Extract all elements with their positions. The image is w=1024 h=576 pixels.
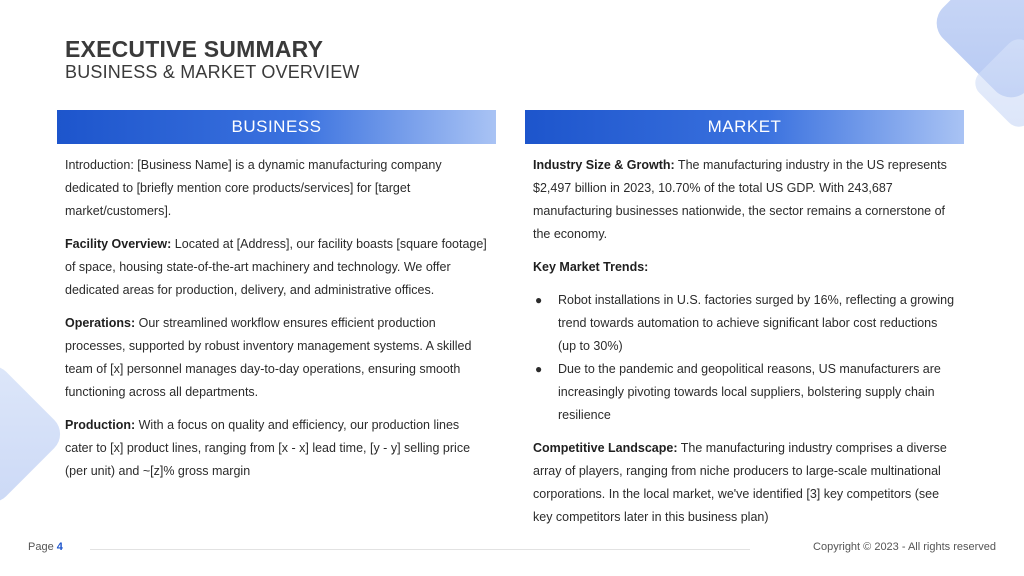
production-section [65,414,488,483]
page-number [28,541,63,553]
bullet-icon: ● [535,293,543,307]
list-item [533,289,956,358]
trend-text: Due to the pandemic and geopolitical reasons, US manufacturers are increasingly pivoting towards local suppliers, bolstering supply chain resilience [558,362,941,422]
production-label: Production: [65,418,136,432]
market-column [525,110,964,539]
footer-divider [90,549,750,550]
trends-list [533,289,956,427]
facility-text: Located at [Address], our facility boasts [square footage] of space, housing state-of-the-art machinery and technology. We offer dedicated areas for production, delivery, and administrative offices. [65,237,487,297]
operations-text: Our streamlined workflow ensures efficient production processes, supported by robust inventory management systems. A skilled team of [x] personnel manages day-to-day operations, ensuring smooth functioning across all departments. [65,316,472,399]
operations-label: Operations: [65,316,136,330]
trend-text: Robot installations in U.S. factories surged by 16%, reflecting a growing trend towards automation to achieve significant labor cost reductions (up to 30%) [558,293,955,353]
page-label: Page [28,541,57,553]
market-body [525,144,964,529]
business-heading: BUSINESS [57,110,496,144]
trends-heading [533,256,956,279]
competitive-section [533,437,956,529]
trends-label: Key Market Trends: [533,260,649,274]
facility-overview [65,233,488,302]
operations-section [65,312,488,404]
page-subtitle: BUSINESS & MARKET OVERVIEW [65,62,360,82]
page-title: EXECUTIVE SUMMARY [65,36,324,62]
bullet-icon: ● [535,362,543,376]
market-heading: MARKET [525,110,964,144]
competitive-text: The manufacturing industry comprises a diverse array of players, ranging from niche producers to large-scale multinational corporations. In the local market, we've identified [3] key competitors (see key competitors later in this business plan) [533,441,947,524]
list-item [533,358,956,427]
page-number-value: 4 [56,541,63,553]
business-intro: Introduction: [Business Name] is a dynamic manufacturing company dedicated to [briefly mention core products/services] for [target market/customers]. [65,158,442,218]
competitive-label: Competitive Landscape: [533,441,678,455]
industry-label: Industry Size & Growth: [533,158,675,172]
industry-size-section [533,154,956,246]
facility-label: Facility Overview: [65,237,172,251]
business-column [57,110,496,493]
copyright-text: Copyright © 2023 - All rights reserved [813,541,996,553]
industry-text: The manufacturing industry in the US represents $2,497 billion in 2023, 10.70% of the total US GDP. With 243,687 manufacturing businesses nationwide, the sector remains a cornerstone of the economy. [533,158,947,241]
production-text: With a focus on quality and efficiency, our production lines cater to [x] product lines, ranging from [x - x] lead time, [y - y] selling price (per unit) and ~[z]% gross margin [65,418,471,478]
business-body [57,144,496,483]
